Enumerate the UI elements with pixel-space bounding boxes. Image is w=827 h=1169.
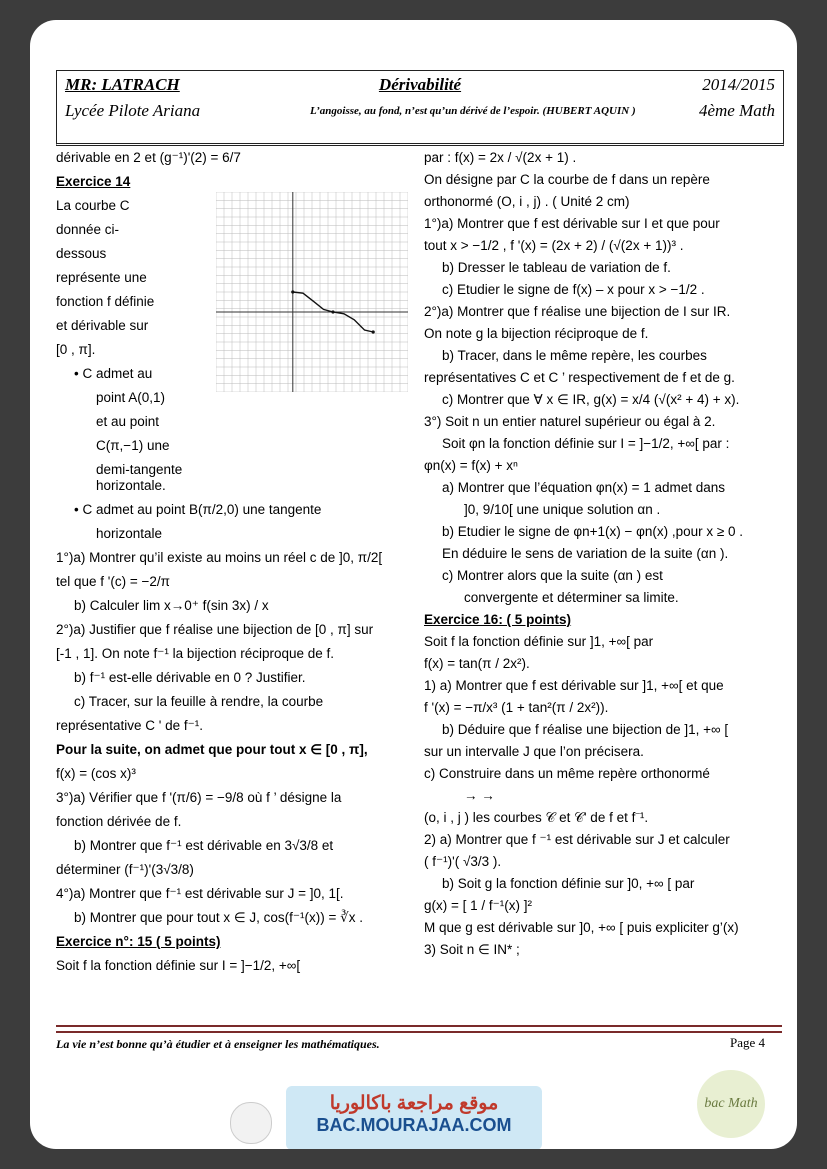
left-line: 3°)a) Vérifier que f '(π/6) = −9/8 où f ’ désigne la <box>56 790 342 805</box>
left-line: b) f⁻¹ est-elle dérivable en 0 ? Justifier. <box>74 670 306 685</box>
left-line: b) Montrer que f⁻¹ est dérivable en 3√3/8 et <box>74 838 334 853</box>
footer-divider <box>56 1025 782 1033</box>
right-line: 3) Soit n ∈ IN* ; <box>424 942 520 957</box>
curve-point <box>331 310 334 313</box>
right-line: c) Montrer que ∀ x ∈ IR, g(x) = x/4 (√(x² + 4) + x). <box>442 392 740 407</box>
left-line: et dérivable sur <box>56 318 149 333</box>
left-line: représente une <box>56 270 147 285</box>
page-number: Page 4 <box>730 1035 766 1050</box>
left-line: fonction f définie <box>56 294 155 309</box>
right-line: ( f⁻¹)'( √3/3 ). <box>424 854 502 869</box>
right-line: φn(x) = f(x) + xⁿ <box>424 458 518 473</box>
left-line: b) Calculer lim x→0⁺ f(sin 3x) / x <box>74 598 269 613</box>
right-line: 1°)a) Montrer que f est dérivable sur I et que pour <box>424 216 720 231</box>
left-line: [-1 , 1]. On note f⁻¹ la bijection réciproque de f. <box>56 646 335 661</box>
right-line: On désigne par C la courbe de f dans un repère <box>424 172 710 187</box>
right-line: 2) a) Montrer que f ⁻¹ est dérivable sur J et calculer <box>424 832 730 847</box>
right-line: représentatives C et C ’ respectivement de f et de g. <box>424 370 735 385</box>
right-line: a) Montrer que l’équation φn(x) = 1 admet dans <box>442 480 726 495</box>
right-line: g(x) = [ 1 / f⁻¹(x) ]² <box>424 898 533 913</box>
left-line: 2°)a) Justifier que f réalise une bijection de [0 , π] sur <box>56 622 374 637</box>
left-line: C(π,−1) une <box>96 438 170 453</box>
right-line: b) Etudier le signe de φn+1(x) − φn(x) ,pour x ≥ 0 . <box>442 524 744 539</box>
left-column <box>56 150 406 982</box>
right-line: ]0, 9/10[ une unique solution αn . <box>464 502 661 517</box>
banner-arabic: موقع مراجعة باكالوريا <box>329 1093 499 1114</box>
curve-point <box>372 330 375 333</box>
left-line: tel que f '(c) = −2/π <box>56 574 170 589</box>
right-line: b) Dresser le tableau de variation de f. <box>442 260 671 275</box>
footer-quote: La vie n’est bonne qu’à étudier et à enseigner les mathématiques. <box>56 1037 380 1051</box>
school-name: Lycée Pilote Ariana <box>65 101 201 120</box>
left-line: La courbe C <box>56 198 130 213</box>
right-line: c) Montrer alors que la suite (αn ) est <box>442 568 663 583</box>
left-line: [0 , π]. <box>56 342 96 357</box>
header-bottom-row <box>65 101 775 125</box>
left-line: Exercice 14 <box>56 174 131 189</box>
page <box>30 20 797 1149</box>
chapter-title: Dérivabilité <box>378 75 462 94</box>
right-line: 3°) Soit n un entier naturel supérieur ou égal à 2. <box>424 414 716 429</box>
right-line: 1) a) Montrer que f est dérivable sur ]1, +∞[ et que <box>424 678 724 693</box>
author: MR: LATRACH <box>65 75 180 94</box>
right-line: f '(x) = −π/x³ (1 + tan²(π / 2x²)). <box>424 700 609 715</box>
right-text <box>424 150 786 958</box>
left-line: donnée ci- <box>56 222 120 237</box>
right-line: b) Soit g la fonction définie sur ]0, +∞ [ par <box>442 876 695 891</box>
motto: L’angoisse, au fond, n’est qu’un dérivé de l’espoir. (HUBERT AQUIN ) <box>310 105 636 117</box>
site-banner[interactable] <box>286 1086 542 1149</box>
left-line: et au point <box>96 414 160 429</box>
curve-point <box>291 290 294 293</box>
right-line: f(x) = tan(π / 2x²). <box>424 656 530 671</box>
right-line: par : f(x) = 2x / √(2x + 1) . <box>424 150 577 165</box>
left-line: dérivable en 2 et (g⁻¹)'(2) = 6/7 <box>56 150 241 165</box>
site-logo-icon <box>230 1102 272 1144</box>
class-level: 4ème Math <box>698 101 775 120</box>
left-line: f(x) = (cos x)³ <box>56 766 136 781</box>
right-line: c) Etudier le signe de f(x) – x pour x > −1/2 . <box>442 282 705 297</box>
graph-grid <box>216 192 408 392</box>
right-line: orthonormé (O, i , j) . ( Unité 2 cm) <box>424 194 630 209</box>
right-line: b) Déduire que f réalise une bijection de ]1, +∞ [ <box>442 722 729 737</box>
right-column <box>424 150 786 964</box>
banner-site: BAC.MOURAJAA.COM <box>316 1115 512 1135</box>
right-line: convergente et déterminer sa limite. <box>464 590 679 605</box>
right-line: → → <box>464 788 495 803</box>
left-line: déterminer (f⁻¹)'(3√3/8) <box>56 862 194 877</box>
bac-math-logo: bac Math <box>697 1070 765 1138</box>
left-line: demi-tangente horizontale. <box>96 462 183 493</box>
left-line: • C admet au <box>74 366 153 381</box>
left-line: représentative C ' de f⁻¹. <box>56 718 204 733</box>
left-line: horizontale <box>96 526 163 541</box>
left-line: Soit f la fonction définie sur I = ]−1/2, +∞[ <box>56 958 301 973</box>
header <box>56 70 784 146</box>
right-line: Soit φn la fonction définie sur I = ]−1/2, +∞[ par : <box>442 436 730 451</box>
left-line: point A(0,1) <box>96 390 166 405</box>
right-line: c) Construire dans un même repère orthonormé <box>424 766 710 781</box>
left-line: 4°)a) Montrer que f⁻¹ est dérivable sur J = ]0, 1[. <box>56 886 344 901</box>
right-line: (o, i , j ) les courbes 𝒞 et 𝒞' de f et f⁻¹. <box>424 810 649 825</box>
function-graph <box>216 192 408 392</box>
right-line: sur un intervalle J que l’on précisera. <box>424 744 644 759</box>
right-line: b) Tracer, dans le même repère, les courbes <box>442 348 707 363</box>
left-line: b) Montrer que pour tout x ∈ J, cos(f⁻¹(x)) = ∛x . <box>74 910 363 925</box>
left-line: c) Tracer, sur la feuille à rendre, la courbe <box>74 694 324 709</box>
left-line: • C admet au point B(π/2,0) une tangente <box>74 502 322 517</box>
left-line: 1°)a) Montrer qu’il existe au moins un réel c de ]0, π/2[ <box>56 550 383 565</box>
right-line: Exercice 16: ( 5 points) <box>424 612 572 627</box>
left-line: dessous <box>56 246 107 261</box>
right-line: tout x > −1/2 , f '(x) = (2x + 2) / (√(2x + 1))³ . <box>424 238 684 253</box>
right-line: En déduire le sens de variation de la suite (αn ). <box>442 546 729 561</box>
school-year: 2014/2015 <box>702 75 775 94</box>
right-line: 2°)a) Montrer que f réalise une bijection de I sur IR. <box>424 304 731 319</box>
left-line: Pour la suite, on admet que pour tout x ∈ [0 , π], <box>56 742 368 757</box>
header-top-row <box>65 75 775 99</box>
left-line: Exercice n°: 15 ( 5 points) <box>56 934 221 949</box>
right-line: On note g la bijection réciproque de f. <box>424 326 649 341</box>
right-line: M que g est dérivable sur ]0, +∞ [ puis expliciter g’(x) <box>424 920 739 935</box>
left-line: fonction dérivée de f. <box>56 814 182 829</box>
right-line: Soit f la fonction définie sur ]1, +∞[ par <box>424 634 654 649</box>
